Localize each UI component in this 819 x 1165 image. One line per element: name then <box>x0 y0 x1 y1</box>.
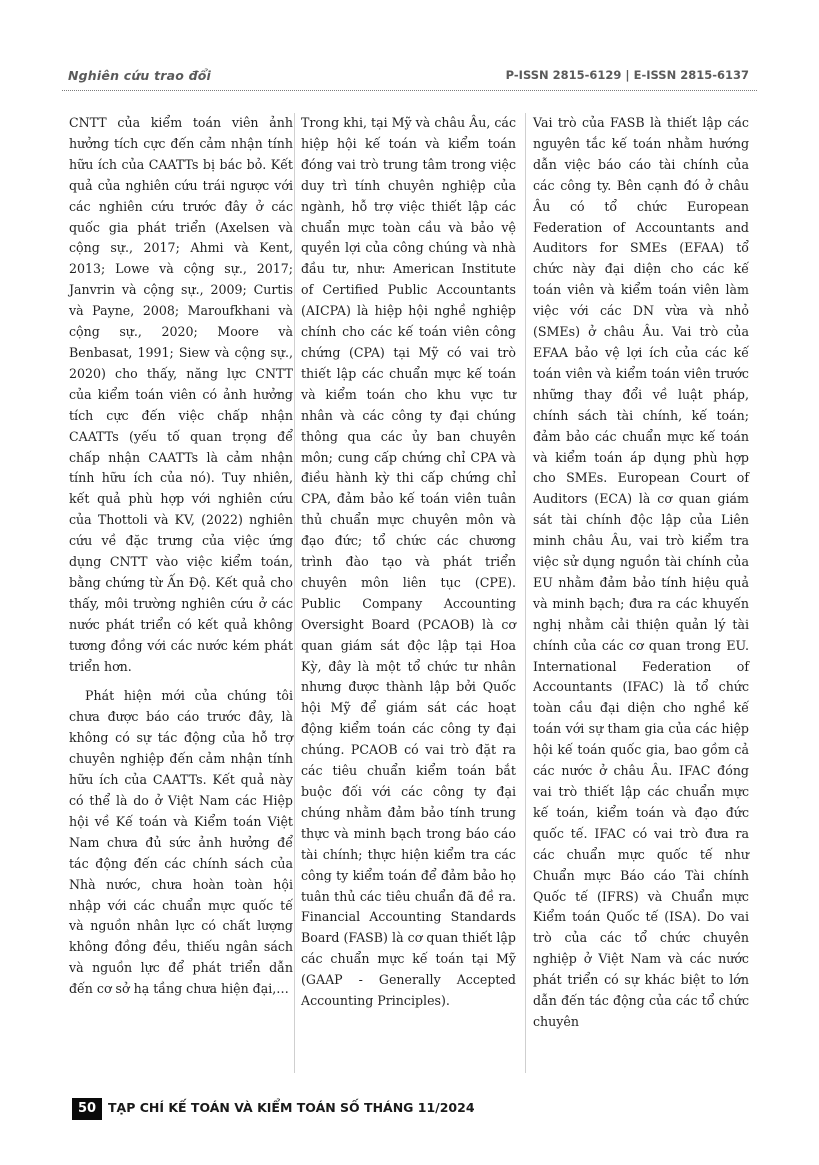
journal-title: TẠP CHÍ KẾ TOÁN VÀ KIỂM TOÁN SỐ THÁNG 11/2024 <box>108 1100 475 1115</box>
text-column-2 <box>301 113 516 1012</box>
text-column-3 <box>533 113 749 1033</box>
paragraph: Phát hiện mới của chúng tôi chưa được báo cáo trước đây, là không có sự tác động của hỗ trợ chuyên nghiệp đến cảm nhận tính hữu ích của CAATTs. Kết quả này có thể là do ở Việt Nam các Hiệp hội về Kế toán và Kiểm toán Việt Nam chưa đủ sức ảnh hưởng để tác động đến các chính sách của Nhà nước, chưa hoàn toàn hội nhập với các chuẩn mực quốc tế và nguồn nhân lực có chất lượng không đồng đều, thiếu ngân sách và nguồn lực để phát triển dẫn đến cơ sở hạ tầng chưa hiện đại,… <box>69 688 293 997</box>
section-title: Nghiên cứu trao đổi <box>68 68 212 83</box>
paragraph: Vai trò của FASB là thiết lập các nguyên tắc kế toán nhằm hướng dẫn việc báo cáo tài chính của các công ty. Bên cạnh đó ở châu Âu có tổ chức European Federation of Accountants and Auditors for SMEs (EFAA) tổ chức này đại diện cho các kế toán viên và kiểm toán viên làm việc với các DN vừa và nhỏ (SMEs) ở châu Âu. Vai trò của EFAA bảo vệ lợi ích của các kế toán viên và kiểm toán viên trước những thay đổi về luật pháp, chính sách tài chính, kế toán; đảm bảo các chuẩn mực kế toán và kiểm toán áp dụng phù hợp cho SMEs. European Court of Auditors (ECA) là cơ quan giám sát tài chính độc lập của Liên minh châu Âu, vai trò kiểm tra việc sử dụng nguồn tài chính của EU nhằm đảm bảo tính hiệu quả và minh bạch; đưa ra các khuyến nghị nhằm cải thiện quản lý tài chính của các cơ quan trong EU. International Federation of Accountants (IFAC) là tổ chức toàn cầu đại diện cho nghề kế toán với sự tham gia của các hiệp hội kế toán quốc gia, bao gồm cả các nước ở châu Âu. IFAC đóng vai trò thiết lập các chuẩn mực kế toán, kiểm toán và đạo đức quốc tế. IFAC có vai trò đưa ra các chuẩn mực quốc tế như Chuẩn mực Báo cáo Tài chính Quốc tế (IFRS) và Chuẩn mực Kiểm toán Quốc tế (ISA). Do vai trò của các tổ chức chuyên nghiệp ở Việt Nam và các nước phát triển có sự khác biệt to lớn dẫn đến tác động của các tổ chức chuyên <box>533 115 749 1029</box>
header-divider <box>62 90 757 91</box>
page-number: 50 <box>72 1098 102 1120</box>
paragraph: Trong khi, tại Mỹ và châu Âu, các hiệp hội kế toán và kiểm toán đóng vai trò trung tâm trong việc duy trì tính chuyên nghiệp của ngành, hỗ trợ việc thiết lập các chuẩn mực toàn cầu và bảo vệ quyền lợi của công chúng và nhà đầu tư, như: American Institute of Certified Public Accountants (AICPA) là hiệp hội nghề nghiệp chính cho các kế toán viên công chứng (CPA) tại Mỹ có vai trò thiết lập các chuẩn mực kế toán và kiểm toán cho khu vực tư nhân và các công ty đại chúng thông qua các ủy ban chuyên môn; cung cấp chứng chỉ CPA và điều hành kỳ thi cấp chứng chỉ CPA, đảm bảo kế toán viên tuân thủ chuẩn mực chuyên môn và đạo đức; tổ chức các chương trình đào tạo và phát triển chuyên môn liên tục (CPE). Public Company Accounting Oversight Board (PCAOB) là cơ quan giám sát độc lập tại Hoa Kỳ, đây là một tổ chức tư nhân nhưng được thành lập bởi Quốc hội Mỹ để giám sát các hoạt động kiểm toán các công ty đại chúng. PCAOB có vai trò đặt ra các tiêu chuẩn kiểm toán bắt buộc đối với các công ty đại chúng nhằm đảm bảo tính trung thực và minh bạch trong báo cáo tài chính; thực hiện kiểm tra các công ty kiểm toán để đảm bảo họ tuân thủ các tiêu chuẩn đã đề ra. Financial Accounting Standards Board (FASB) là cơ quan thiết lập các chuẩn mực kế toán tại Mỹ (GAAP - Generally Accepted Accounting Principles). <box>301 115 516 1009</box>
paragraph: CNTT của kiểm toán viên ảnh hưởng tích cực đến cảm nhận tính hữu ích của CAATTs bị bác bỏ. Kết quả của nghiên cứu trái ngược với các nghiên cứu trước đây ở các quốc gia phát triển (Axelsen và cộng sự., 2017; Ahmi và Kent, 2013; Lowe và cộng sự., 2017; Janvrin và cộng sự., 2009; Curtis và Payne, 2008; Maroufkhani và cộng sự., 2020; Moore và Benbasat, 1991; Siew và cộng sự., 2020) cho thấy, năng lực CNTT của kiểm toán viên có ảnh hưởng tích cực đến việc chấp nhận CAATTs (yếu tố quan trọng để chấp nhận CAATTs là cảm nhận tính hữu ích của nó). Tuy nhiên, kết quả phù hợp với nghiên cứu của Thottoli và KV, (2022) nghiên cứu về đặc trưng của việc ứng dụng CNTT vào việc kiểm toán, bằng chứng từ Ấn Độ. Kết quả cho thấy, môi trường nghiên cứu ở các nước phát triển có kết quả không tương đồng với các nước kém phát triển hơn. <box>69 115 293 674</box>
issn-label: P-ISSN 2815-6129 | E-ISSN 2815-6137 <box>505 68 749 82</box>
column-divider <box>294 113 295 1073</box>
column-divider <box>525 113 526 1073</box>
text-column-1 <box>69 113 293 1000</box>
